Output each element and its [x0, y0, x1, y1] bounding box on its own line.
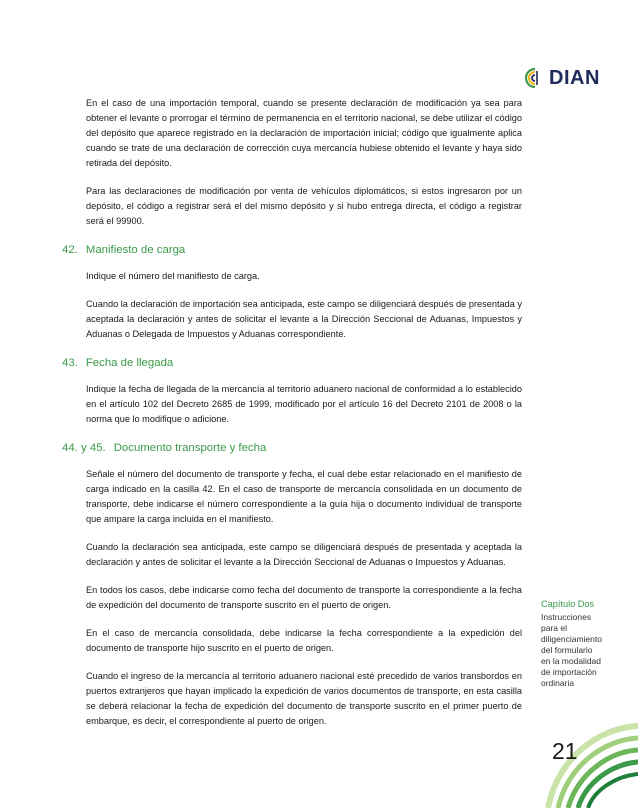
paragraph: Cuando la declaración de importación sea anticipada, este campo se diligenciará después de presentada y aceptada la declaración y antes de solicitar el levante a la Dirección Seccional de Aduanas, Impuestos y Aduanas o Delegada de Impuestos y Aduanas correspondiente. — [86, 299, 522, 339]
section-title: Fecha de llegada — [85, 357, 174, 369]
section-number: 44. y 45. — [62, 442, 106, 454]
paragraph: Indique el número del manifiesto de carga. — [86, 271, 260, 281]
paragraph: Cuando el ingreso de la mercancía al territorio aduanero nacional esté precedido de varios transbordos en puertos extranjeros que hayan implicado la expedición de varios documentos de transporte, en esta casilla se deberá relacionar la fecha de expedición del documento de transporte suscrito en el primer puerto de embarque, es decir, el correspondiente al puerto de origen. — [86, 671, 522, 726]
dian-logo — [524, 66, 624, 90]
dian-emblem-icon — [524, 67, 546, 89]
section-title: Documento transporte y fecha — [113, 442, 267, 454]
intro-block — [86, 96, 522, 229]
page-content — [62, 96, 524, 742]
section-heading-43 — [62, 356, 524, 370]
sidebar-line: para el — [541, 623, 567, 633]
section-title: Manifiesto de carga — [85, 244, 186, 256]
decorative-swoosh-icon — [528, 718, 638, 808]
section-42-body — [86, 269, 522, 342]
section-heading-44-45 — [62, 441, 524, 455]
sidebar-line: de importación — [541, 667, 597, 677]
logo-text: DIAN — [549, 66, 600, 89]
paragraph: En el caso de una importación temporal, cuando se presente declaración de modificación ya sea para obtener el levante o prorrogar el término de permanencia en el territorio nacional, se debe utilizar el código del depósito que aparece registrado en la declaración de importación inicial; código que igualmente aplica cuando se trate de una declaración de corrección cuya mercancía hubiese obtenido el levante y haya sido retirada del depósito. — [86, 98, 522, 168]
section-heading-42 — [62, 243, 524, 257]
paragraph: Cuando la declaración sea anticipada, este campo se diligenciará después de presentada y aceptada la declaración y antes de solicitar el levante a la Dirección Seccional de Aduanas o Impuestos y Aduanas. — [86, 542, 522, 567]
sidebar-line: Instrucciones — [541, 612, 592, 622]
paragraph: Indique la fecha de llegada de la mercancía al territorio aduanero nacional de conformidad a lo establecido en el artículo 102 del Decreto 2685 de 1999, modificado por el artículo 16 del Decreto 2101 de 2008 o la norma que lo modifique o adicione. — [86, 384, 522, 424]
paragraph: Señale el número del documento de transporte y fecha, el cual debe estar relacionado en el manifiesto de carga indicado en la casilla 42. En el caso de transporte de mercancía consolidada en un documento de transporte, debe indicarse el número correspondiente a la guía hija o documento individual de transporte que ampare la carga incluida en el manifiesto. — [86, 469, 522, 524]
paragraph: Para las declaraciones de modificación por venta de vehículos diplomáticos, si estos ingresaron por un depósito, el código a registrar será el del mismo depósito y si hubo entrega directa, el código a registrar será el 99900. — [86, 186, 522, 226]
section-number: 43. — [62, 357, 78, 369]
section-number: 42. — [62, 244, 78, 256]
sidebar-line: diligenciamiento — [541, 634, 602, 644]
section-44-45-body — [86, 467, 522, 729]
paragraph: En el caso de mercancía consolidada, debe indicarse la fecha correspondiente a la expedición del documento de transporte hijo suscrito en el puerto de origen. — [86, 628, 522, 653]
sidebar-line: ordinaria — [541, 678, 575, 688]
sidebar-chapter: Capítulo Dos — [541, 599, 595, 609]
chapter-sidebar — [541, 598, 603, 689]
sidebar-line: en la modalidad — [541, 656, 602, 666]
sidebar-line: del formulario — [541, 645, 593, 655]
section-43-body — [86, 382, 522, 427]
page-number: 21 — [552, 738, 578, 764]
paragraph: En todos los casos, debe indicarse como fecha del documento de transporte la correspondiente a la fecha de expedición del documento de transporte suscrito en el puerto de origen. — [86, 585, 522, 610]
